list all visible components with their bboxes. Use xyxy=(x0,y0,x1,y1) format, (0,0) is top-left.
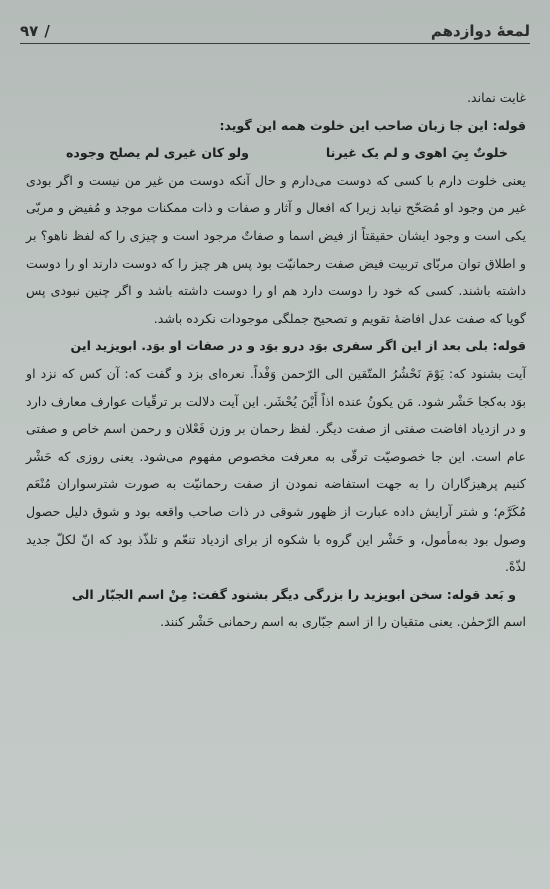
page-header xyxy=(20,6,530,44)
body-line-top: غایت نماند. xyxy=(466,90,526,105)
commentary-paragraph-3: اسم الرّحمٰن. یعنی متقیان را از اسم جبّاری به اسم رحمانی حَشْر کنند. xyxy=(160,614,526,630)
commentary-paragraph-2: آیت بشنود که: یَوْمَ نَحْشُرُ المتّقین الی الرّحمن وَفْداً. نعره‌ای بزد و گفت که: آن کس که نزد او بوَد به‌کجا حَشْر شود. مَن یکونُ عنده اذاً أَیْنَ یُحْشَر. این آیت دلالت بر ترقّیات عوارف معارف دارد و در ازدیاد افاضت صفتی از صفت دیگر. لفظ رحمان بر وزن فَعْلان و رحمن اسم خاص و صفتی عام است. این جا خصوصیّت ترقّی به معرفت مخصوص مفهوم می‌شود. یعنی روزی که حَشْر کنیم پرهیزگاران را به جهت استفاضه نمودن از صفت رحمانیّت به صورت شترسواران مُنْعَم مُکَرَّم؛ و شتر آرایش داده عبارت از ظهور شوقی در ذات صاحب واقعه بود و شوق دلیل حصول وصول بود به‌مأمول، و حَشْر این گروه با شکوه از برای ازدیاد تنعّم و تلذّذ بود که انّ لکلّ جدید لذّةً. xyxy=(26,365,526,575)
section3-heading: و بَعد قوله: سخن ابویزید را بزرگی دیگر بشنود گفت: مِنْ اسم الجبّار الی xyxy=(71,586,516,602)
arabic-verse xyxy=(26,139,526,167)
section1-heading: قوله: این جا زبان صاحب این خلوت همه این گوید: xyxy=(219,117,526,133)
verse-hemistich-right: خلوتٌ بِيَ اهوى و لم يک غيرنا xyxy=(325,145,508,161)
section2-heading: قوله: بلی بعد از این اگر سفری بوَد درو بوَد و در صفات او بوَد. ابویزید این xyxy=(70,338,526,354)
page-number-group xyxy=(20,22,50,40)
commentary-paragraph-1: یعنی خلوت دارم با کسی که دوست می‌دارم و حال آنکه دوست من غیر من نیست و اگر بودی غیر من وجود او مُصَحّح نیابد زیرا که افعال و آثار و صفات و ذات ممکنات موجد و مُفیض و مربّی یکی است و وجود ایشان حقیقتاً از فیض اسما و صفاتٌ مرجود است و چیزی را که لفظ ناهو؟ بر و اطلاق توان مربّای تربیت فیض صفت رحمانیّت بود پس هر چیز را که دوست دارند او را دوست داشته باشند. کسی که خود را دوست دارد هم او را دوست داشته باشد و اگر چنین نبودی پس گویا که صفت عدل افاضهٔ تقویم و تصحیح جملگی موجودات نکرده باشد. xyxy=(26,172,526,326)
running-head: لمعهٔ دوازدهم xyxy=(430,22,530,40)
page-number: ۹۷ xyxy=(20,22,39,40)
page-body xyxy=(26,84,526,636)
verse-hemistich-left: ولو كان غیری لم يصلح وجوده xyxy=(66,145,249,161)
header-separator: / xyxy=(44,22,50,40)
